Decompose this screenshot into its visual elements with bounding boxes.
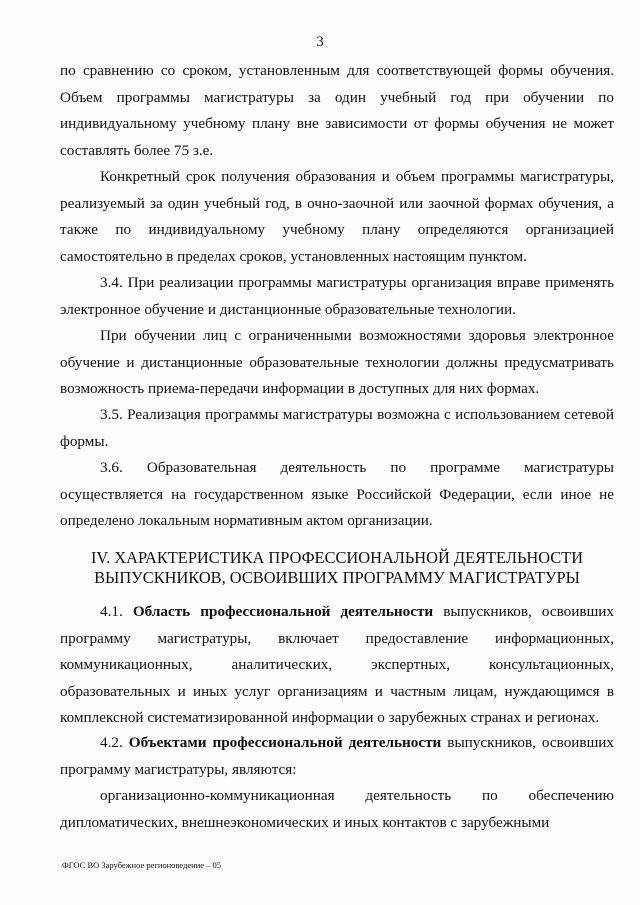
paragraph-4-1 bbox=[60, 599, 614, 732]
paragraph-3-4: 3.4. При реализации программы магистратуры организация вправе применять электронное обучение и дистанционные образовательные технологии. bbox=[60, 274, 614, 318]
section-heading-line2: ВЫПУСКНИКОВ, ОСВОИВШИХ ПРОГРАММУ МАГИСТРАТУРЫ bbox=[94, 568, 580, 587]
paragraph-3-6: 3.6. Образовательная деятельность по программе магистратуры осуществляется на государственном языке Российской Федерации, если иное не определено локальным нормативным актом организации. bbox=[60, 459, 614, 529]
p41-text: выпускников, освоивших программу магистратуры, включает предоставление информационных, коммуникационных, аналитических, экспертных, консультационных, образовательных и иных услуг организациям и частным лицам, нуждающимся в комплексной систематизированной информации о зарубежных странах и регионах. bbox=[60, 603, 614, 726]
paragraph-continuation: по сравнению со сроком, установленным для соответствующей формы обучения. Объем программы магистратуры за один учебный год при обучении по индивидуальному учебному плану вне зависимости от формы обучения не может составлять более 75 з.е. bbox=[60, 62, 614, 159]
p41-bold-term: Область профессиональной деятельности bbox=[132, 603, 434, 620]
page-number: 3 bbox=[316, 34, 324, 50]
paragraph-list-item: организационно-коммуникационная деятельность по обеспечению дипломатических, внешнеэкономических и иных контактов с зарубежными bbox=[60, 787, 614, 831]
paragraph-3-5: 3.5. Реализация программы магистратуры возможна с использованием сетевой формы. bbox=[60, 406, 614, 450]
section-heading-line1: IV. ХАРАКТЕРИСТИКА ПРОФЕССИОНАЛЬНОЙ ДЕЯТЕЛЬНОСТИ bbox=[90, 548, 584, 567]
p42-bold-term: Объектами профессиональной деятельности bbox=[128, 734, 442, 751]
paragraph-disabilities: При обучении лиц с ограниченными возможностями здоровья электронное обучение и дистанционные образовательные технологии должны предусматривать возможность приема-передачи информации в доступных для них формах. bbox=[60, 327, 614, 397]
p42-text: выпускников, освоивших программу магистратуры, являются: bbox=[60, 734, 615, 778]
p41-number: 4.1. bbox=[100, 603, 123, 620]
footer-label: ФГОС ВО Зарубежное регионоведение – 05 bbox=[62, 860, 222, 870]
paragraph-4-2 bbox=[60, 730, 614, 783]
section-heading bbox=[60, 548, 614, 588]
paragraph-term-volume: Конкретный срок получения образования и объем программы магистратуры, реализуемый за один учебный год, в очно-заочной или заочной формах обучения, а также по индивидуальному учебному плану определяются организацией самостоятельно в пределах сроков, установленных настоящим пунктом. bbox=[60, 168, 614, 265]
p42-number: 4.2. bbox=[100, 734, 123, 751]
